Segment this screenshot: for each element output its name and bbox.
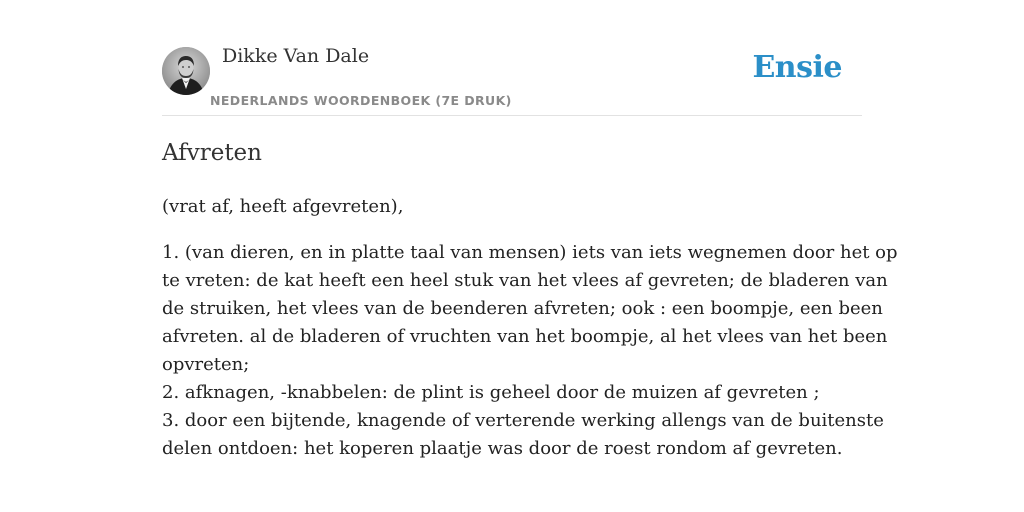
definition-line: de struiken, het vlees van de beenderen afvreten; ook : een boompje, een been — [162, 298, 883, 319]
author-name[interactable]: Dikke Van Dale — [222, 45, 370, 67]
definition-line: afvreten. al de bladeren of vruchten van het boompje, al het vlees van het been — [162, 326, 888, 347]
definition-text — [162, 239, 898, 463]
entry-title: Afvreten — [162, 140, 262, 166]
grammar-note: (vrat af, heeft afgevreten), — [162, 196, 404, 217]
dictionary-source[interactable]: NEDERLANDS WOORDENBOEK (7E DRUK) — [210, 93, 512, 108]
definition-line: delen ontdoen: het koperen plaatje was door de roest rondom af gevreten. — [162, 438, 843, 459]
definition-line: opvreten; — [162, 354, 250, 375]
definition-line: 2. afknagen, -knabbelen: de plint is geheel door de muizen af gevreten ; — [162, 382, 820, 403]
portrait-image — [162, 47, 210, 95]
author-avatar[interactable] — [162, 47, 210, 95]
entry-card — [162, 0, 898, 512]
definition-line: te vreten: de kat heeft een heel stuk van het vlees af gevreten; de bladeren van — [162, 270, 888, 291]
definition-line: 3. door een bijtende, knagende of verterende werking allengs van de buitenste — [162, 410, 884, 431]
brand-logo[interactable]: Ensie — [752, 50, 842, 85]
entry-header — [162, 0, 862, 116]
definition-line: 1. (van dieren, en in platte taal van mensen) iets van iets wegnemen door het op — [162, 242, 898, 263]
